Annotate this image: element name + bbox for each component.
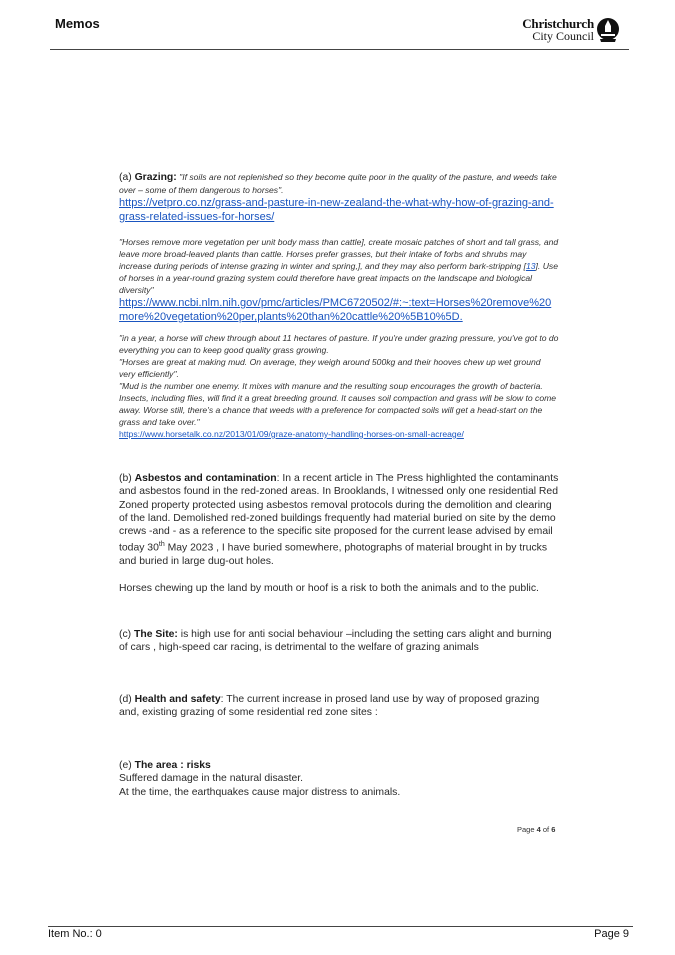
logo-line-2: City Council bbox=[532, 29, 594, 43]
council-logo bbox=[512, 15, 620, 47]
asbestos-paragraph: (b) Asbestos and contamination: In a recent article in The Press highlighted the contaminants and asbestos found in the red-zoned areas. In Brooklands, I witnessed only one residential Red Zoned property protected using asbestos removal protocols during the demolition and clearing of the land. Demolished red-zoned buildings frequently had material buried on site by the demo crews -and - as a reference to the specific site proposed for the current lease advised by email today 30th May 2023 , I have buried somewhere, photographs of material brought in by trucks and buried in large dug-out holes. bbox=[119, 473, 559, 568]
health-paragraph: (d) Health and safety: The current increase in prosed land use by way of proposed grazing and, existing grazing of some residential red zone sites : bbox=[119, 694, 540, 719]
grazing-quote-5: "Mud is the number one enemy. It mixes with manure and the resulting soup encourages the growth of bacteria. Insects, including flies, will find it a great breeding ground. It causes soil compaction and grass will be slow to come away. Worse still, there's a chance that weeds with a preference for compacted soils will get a head-start on the grass and take over." bbox=[119, 381, 557, 427]
health-label: (d) bbox=[119, 694, 135, 705]
memo-title: Memos bbox=[55, 16, 100, 31]
section-grazing bbox=[119, 171, 559, 224]
footer-page-number: Page 9 bbox=[594, 928, 629, 940]
grazing-label: (a) bbox=[119, 172, 135, 183]
section-area bbox=[119, 759, 559, 799]
grazing-quote-4: "Horses are great at making mud. On average, they weigh around 500kg and their hooves chew up wet ground very efficiently". bbox=[119, 357, 541, 379]
area-line-1: Suffered damage in the natural disaster. bbox=[119, 773, 304, 785]
section-health-safety bbox=[119, 693, 559, 720]
site-paragraph: (c) The Site: is high use for anti social behaviour –including the setting cars alight and burning of cars , high-speed car racing, is detrimental to the welfare of grazing animals bbox=[119, 629, 552, 654]
section-asbestos bbox=[119, 472, 559, 595]
grazing-quote-block-3 bbox=[119, 332, 559, 440]
grazing-quote-3: "in a year, a horse will chew through about 11 hectares of pasture. If you're under grazing pressure, you've got to do everything you can to keep good quality grass growing. bbox=[119, 333, 559, 355]
grazing-quote-2: "Horses remove more vegetation per unit body mass than cattle], create mosaic patches of short and tall grass, and leave more broad-leaved plants than cattle. Horses prefer grasses, but their intake of forbs and shrubs may increase during periods of intense grazing in winter and spring,], and they may also perform bark-stripping [13]. Use of horses in a year-round grazing system could therefore have great impacts on the landscape and biological diversity" bbox=[119, 237, 559, 295]
area-line-2: At the time, the earthquakes cause major distress to animals. bbox=[119, 786, 401, 798]
footer-rule bbox=[48, 926, 633, 927]
asbestos-risk-text: Horses chewing up the land by mouth or hoof is a risk to both the animals and to the public. bbox=[119, 582, 539, 594]
logo-line-1: Christchurch bbox=[522, 16, 594, 31]
area-heading-line bbox=[119, 759, 559, 772]
health-heading: Health and safety bbox=[134, 694, 221, 705]
inner-page-indicator: Page 4 of 6 bbox=[517, 825, 556, 834]
grazing-quote-block-2 bbox=[119, 236, 559, 324]
grazing-heading: Grazing: bbox=[134, 172, 177, 183]
cathedral-emblem-icon bbox=[596, 17, 620, 43]
section-site bbox=[119, 628, 559, 655]
area-heading: The area : risks bbox=[134, 760, 211, 771]
reference-13-link[interactable]: 13 bbox=[525, 261, 536, 271]
asbestos-label: (b) bbox=[119, 473, 135, 484]
site-heading: The Site: bbox=[134, 629, 178, 640]
grazing-link-3[interactable]: https://www.horsetalk.co.nz/2013/01/09/graze-anatomy-handling-horses-on-small-acreage/ bbox=[119, 429, 464, 439]
header-rule bbox=[50, 49, 629, 50]
site-label: (c) bbox=[119, 629, 135, 640]
grazing-link-2[interactable]: https://www.ncbi.nlm.nih.gov/pmc/articles/PMC6720502/#:~:text=Horses%20remove%20more%20vegetation%20per,plants%20than%20cattle%20%5B10%5D. bbox=[119, 297, 552, 323]
area-label: (e) bbox=[119, 760, 135, 771]
asbestos-heading: Asbestos and contamination bbox=[134, 473, 277, 484]
grazing-quote-1: "If soils are not replenished so they become quite poor in the quality of the pasture, and weeds take over – some of them dangerous to horses". bbox=[119, 172, 557, 195]
grazing-link-1[interactable]: https://vetpro.co.nz/grass-and-pasture-in-new-zealand-the-what-why-how-of-grazing-and-grass-related-issues-for-horses/ bbox=[119, 197, 554, 223]
footer-item-number: Item No.: 0 bbox=[48, 928, 102, 940]
grazing-intro bbox=[119, 171, 559, 196]
